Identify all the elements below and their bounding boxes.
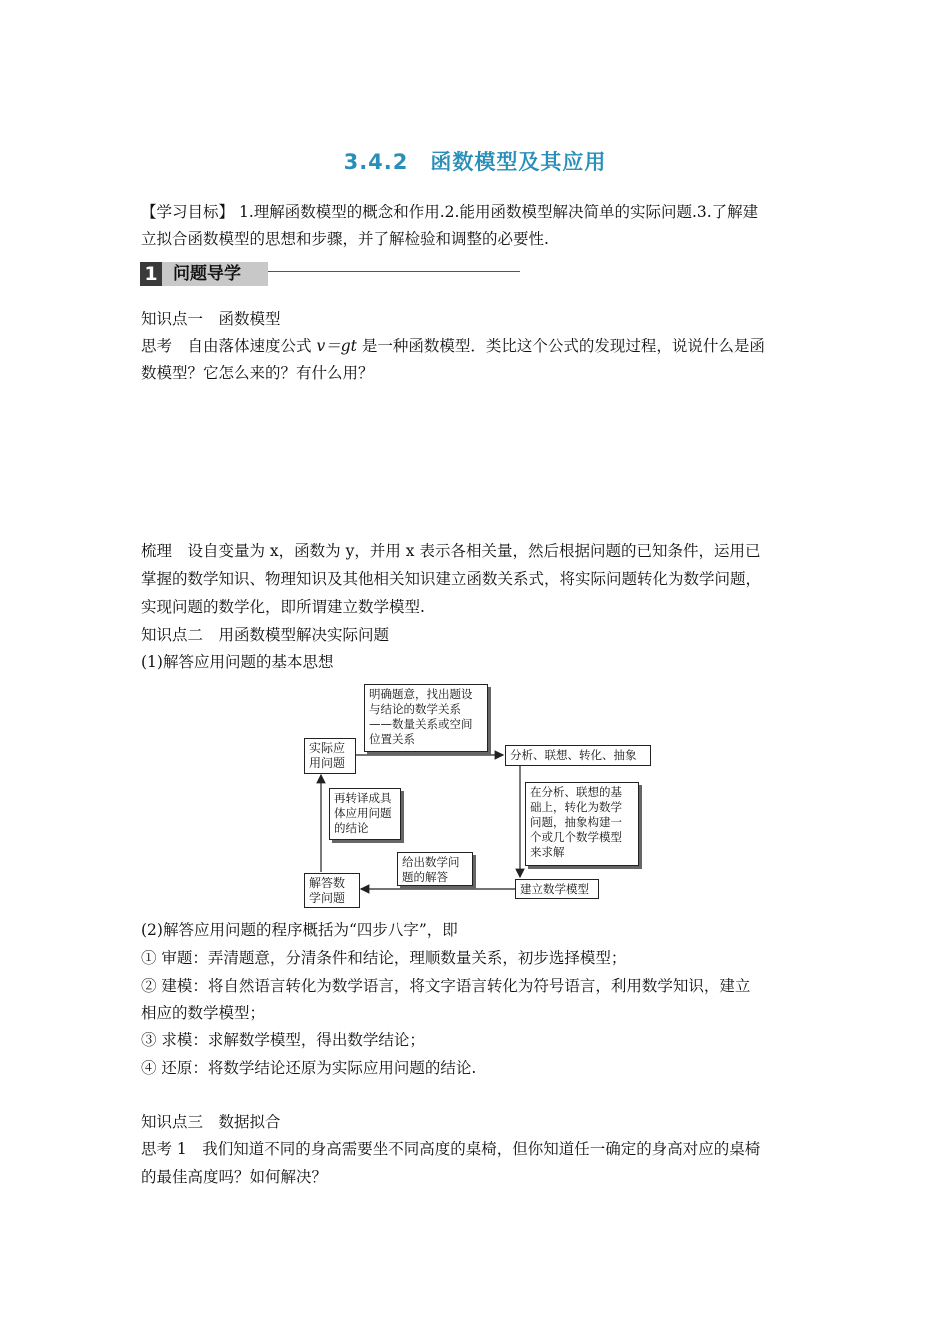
node-text: 来求解 (530, 845, 565, 859)
kp1-heading: 知识点一 函数模型 (141, 310, 281, 328)
node-text: 题的解答 (402, 870, 448, 884)
kp1-think-label: 思考 (141, 337, 173, 355)
section-divider (268, 271, 520, 272)
objectives-label: 【学习目标】 (141, 203, 235, 221)
node-text: 再转译成具 (334, 791, 392, 805)
kp1-think-text-a: 自由落体速度公式 (187, 337, 317, 355)
node-build-model: 建立数学模型 (515, 879, 599, 899)
node-give-answer (397, 852, 473, 886)
kp2-step-3: ③ 求模：求解数学模型，得出数学结论； (141, 1031, 425, 1049)
kp3-think-line-1: 思考 1 我们知道不同的身高需要坐不同高度的桌椅，但你知道任一确定的身高对应的桌椅 (141, 1140, 761, 1158)
node-text: 给出数学问 (402, 855, 460, 869)
kp2-step-2-line-2: 相应的数学模型； (141, 1004, 266, 1022)
kp2-heading: 知识点二 用函数模型解决实际问题 (141, 626, 390, 644)
objectives-line-1 (141, 202, 758, 222)
node-text: 用问题 (309, 756, 346, 770)
kp1-think-line-2: 数模型？它怎么来的？有什么用？ (141, 364, 374, 382)
node-convert (525, 782, 639, 866)
node-text: 明确题意，找出题设 (369, 687, 473, 701)
node-clarify (364, 684, 488, 752)
node-text: 在分析、联想的基 (530, 785, 622, 799)
kp1-think-text-b: 是一种函数模型．类比这个公式的发现过程，说说什么是函 (356, 337, 765, 355)
node-text: 础上，转化为数学 (530, 800, 622, 814)
kp2-step-1: ① 审题：弄清题意，分清条件和结论，理顺数量关系，初步选择模型； (141, 949, 627, 967)
node-actual-problem (304, 738, 356, 774)
node-solve (304, 873, 360, 908)
kp1-summary-line-3: 实现问题的数学化，即所谓建立数学模型. (141, 598, 425, 616)
node-text: 体应用问题 (334, 806, 392, 820)
kp2-step-2-line-1: ② 建模：将自然语言转化为数学语言，将文字语言转化为符号语言，利用数学知识，建立 (141, 977, 751, 995)
node-text: 的结论 (334, 821, 369, 835)
kp2-sub2: (2)解答应用问题的程序概括为“四步八字”，即 (141, 921, 458, 939)
objectives-line-2: 立拟合函数模型的思想和步骤，并了解检验和调整的必要性. (141, 230, 549, 248)
node-text: 位置关系 (369, 732, 415, 746)
kp2-step-4: ④ 还原：将数学结论还原为实际应用问题的结论. (141, 1059, 477, 1077)
node-text: 学问题 (309, 891, 346, 905)
kp1-summary-line-2: 掌握的数学知识、物理知识及其他相关知识建立函数关系式，将实际问题转化为数学问题， (141, 570, 762, 588)
node-text: 与结论的数学关系 (369, 702, 461, 716)
node-text: ——数量关系或空间 (369, 717, 473, 731)
objectives-text-1: 1.理解函数模型的概念和作用.2.能用函数模型解决简单的实际问题.3.了解建 (238, 203, 759, 221)
kp1-formula: v＝gt (316, 337, 357, 355)
kp2-sub1: (1)解答应用问题的基本思想 (141, 653, 334, 671)
kp3-heading: 知识点三 数据拟合 (141, 1113, 281, 1131)
section-label: 问题导学 (173, 264, 241, 284)
node-text: 解答数 (309, 876, 346, 890)
node-translate (329, 788, 401, 840)
flow-diagram (300, 680, 660, 912)
node-text: 个或几个数学模型 (530, 830, 622, 844)
node-text: 问题，抽象构建一 (530, 815, 622, 829)
section-number: 1 (140, 262, 162, 286)
kp3-think-line-2: 的最佳高度吗？如何解决？ (141, 1168, 328, 1186)
node-analyze: 分析、联想、转化、抽象 (505, 745, 651, 766)
kp1-think-line-1 (141, 336, 765, 356)
kp1-summary-line-1: 梳理 设自变量为 x，函数为 y，并用 x 表示各相关量，然后根据问题的已知条件，运用已 (141, 542, 761, 560)
node-text: 实际应 (309, 741, 346, 755)
page-title: 3.4.2 函数模型及其应用 (343, 150, 607, 174)
